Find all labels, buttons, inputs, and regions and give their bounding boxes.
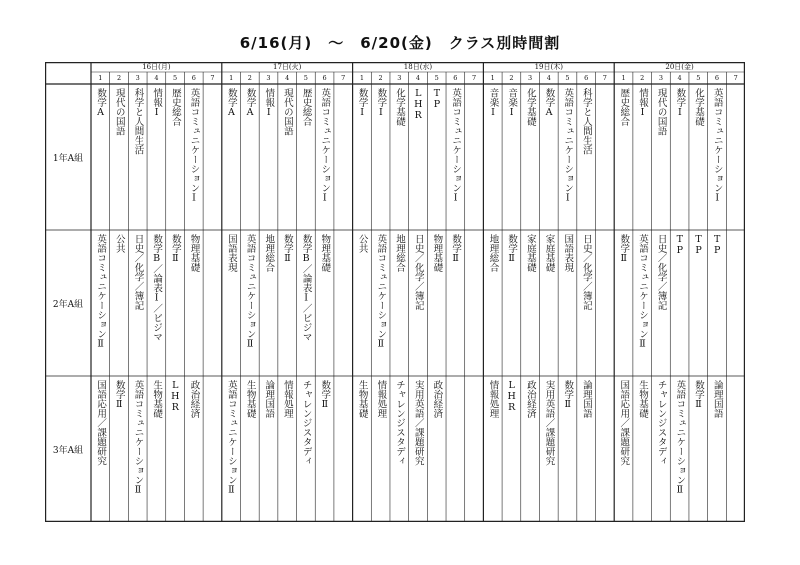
subject-cell xyxy=(670,230,689,376)
subject-cell-text: 実用英語／課題研究 xyxy=(412,380,424,466)
subject-cell-text: TP xyxy=(693,234,705,256)
period-number-text: 4 xyxy=(154,74,159,82)
period-number xyxy=(670,72,689,84)
day-header xyxy=(222,62,353,72)
subject-cell xyxy=(521,376,540,522)
subject-cell-text: TP xyxy=(711,234,723,256)
day-header-text: 18日(水) xyxy=(403,63,433,71)
subject-cell xyxy=(521,84,540,230)
subject-cell-text: 数学Ⅱ xyxy=(562,380,574,410)
subject-cell xyxy=(390,230,409,376)
period-number-text: 2 xyxy=(378,74,383,82)
period-number-text: 3 xyxy=(528,74,533,82)
period-number xyxy=(128,72,147,84)
subject-cell-text: 歴史総合 xyxy=(169,88,181,126)
period-number-text: 4 xyxy=(285,74,290,82)
class-label-text: 3年A組 xyxy=(52,445,84,456)
period-number xyxy=(390,72,409,84)
subject-cell xyxy=(166,376,185,522)
period-number xyxy=(147,72,166,84)
subject-cell-text: 化学基礎 xyxy=(394,88,406,126)
subject-cell xyxy=(409,84,428,230)
subject-cell-text: 数学Ⅰ xyxy=(356,88,368,118)
period-number xyxy=(315,72,334,84)
subject-cell-text: 情報Ⅰ xyxy=(151,88,163,118)
period-number-text: 4 xyxy=(677,74,682,82)
period-number xyxy=(427,72,446,84)
period-number xyxy=(409,72,428,84)
subject-cell xyxy=(614,230,633,376)
period-number-text: 1 xyxy=(229,74,234,82)
subject-cell xyxy=(297,84,316,230)
subject-cell xyxy=(240,376,259,522)
period-number xyxy=(652,72,671,84)
subject-cell xyxy=(689,376,708,522)
subject-cell xyxy=(446,84,465,230)
period-number xyxy=(502,72,521,84)
subject-cell-text: 数学Ⅱ xyxy=(113,380,125,410)
subject-cell xyxy=(409,376,428,522)
period-number-text: 3 xyxy=(397,74,402,82)
subject-cell xyxy=(128,84,147,230)
subject-cell-text: 英語コミュニケーションⅠ xyxy=(711,88,723,204)
subject-cell-text: 数学Ⅱ xyxy=(693,380,705,410)
subject-cell-text: LHR xyxy=(412,88,424,121)
subject-cell xyxy=(128,376,147,522)
subject-cell xyxy=(259,230,278,376)
subject-cell-text: 数学Ⅱ xyxy=(319,380,331,410)
subject-cell-text: 地理総合 xyxy=(263,234,275,272)
subject-cell xyxy=(446,230,465,376)
class-label-text: 1年A組 xyxy=(52,153,84,164)
subject-cell-text: 生物基礎 xyxy=(356,380,368,418)
period-number-text: 5 xyxy=(303,74,308,82)
period-number-text: 6 xyxy=(322,74,327,82)
subject-cell xyxy=(596,230,615,376)
subject-cell xyxy=(91,230,110,376)
subject-cell xyxy=(502,376,521,522)
subject-cell-text: 物理基礎 xyxy=(319,234,331,272)
subject-cell xyxy=(427,84,446,230)
subject-cell xyxy=(147,84,166,230)
subject-cell-text: 政治経済 xyxy=(524,380,536,418)
subject-cell-text: 英語コミュニケーションⅡ xyxy=(636,234,648,350)
subject-cell xyxy=(184,376,203,522)
period-number-text: 7 xyxy=(341,74,346,82)
subject-cell xyxy=(614,376,633,522)
subject-cell-text: 英語コミュニケーションⅠ xyxy=(562,88,574,204)
subject-cell xyxy=(465,84,484,230)
subject-cell xyxy=(427,230,446,376)
subject-cell-text: 国語表現 xyxy=(225,234,237,272)
subject-cell-text: 日史／化学／簿記 xyxy=(580,234,592,310)
subject-cell xyxy=(334,230,353,376)
subject-cell xyxy=(465,376,484,522)
subject-cell-text: 生物基礎 xyxy=(151,380,163,418)
subject-cell-text: 情報処理 xyxy=(375,380,387,418)
subject-cell-text: チャレンジスタディ xyxy=(300,380,312,466)
timetable xyxy=(45,62,745,522)
subject-cell-text: 英語コミュニケーションⅡ xyxy=(225,380,237,496)
subject-cell xyxy=(110,376,129,522)
period-number xyxy=(240,72,259,84)
subject-cell xyxy=(708,84,727,230)
period-number-text: 2 xyxy=(640,74,645,82)
subject-cell-text: 家庭基礎 xyxy=(524,234,536,272)
subject-cell xyxy=(278,230,297,376)
subject-cell-text: 数学Ⅰ xyxy=(375,88,387,118)
subject-cell xyxy=(539,230,558,376)
period-number-text: 5 xyxy=(173,74,178,82)
subject-cell-text: 数学Ⅱ xyxy=(281,234,293,264)
subject-cell xyxy=(502,230,521,376)
subject-cell xyxy=(147,230,166,376)
subject-cell xyxy=(670,376,689,522)
subject-cell xyxy=(652,230,671,376)
subject-cell-text: 情報Ⅰ xyxy=(263,88,275,118)
subject-cell xyxy=(203,376,222,522)
subject-cell-text: 化学基礎 xyxy=(693,88,705,126)
subject-cell xyxy=(203,84,222,230)
subject-cell xyxy=(708,376,727,522)
subject-cell xyxy=(147,376,166,522)
subject-cell-text: 現代の国語 xyxy=(281,88,293,136)
subject-cell xyxy=(465,230,484,376)
subject-cell-text: LHR xyxy=(506,380,518,413)
subject-cell xyxy=(558,84,577,230)
subject-cell-text: 科学と人間生活 xyxy=(132,88,144,155)
period-number xyxy=(110,72,129,84)
subject-cell xyxy=(390,84,409,230)
subject-cell xyxy=(315,376,334,522)
subject-cell-text: 数学A xyxy=(225,88,237,118)
period-number-text: 5 xyxy=(565,74,570,82)
day-header xyxy=(614,62,745,72)
subject-cell-text: 音楽Ⅰ xyxy=(487,88,499,118)
period-number-text: 6 xyxy=(453,74,458,82)
subject-cell xyxy=(502,84,521,230)
subject-cell-text: 英語コミュニケーションⅡ xyxy=(95,234,107,350)
period-number-text: 2 xyxy=(116,74,122,82)
subject-cell-text: 家庭基礎 xyxy=(543,234,555,272)
period-number-text: 6 xyxy=(191,74,196,82)
subject-cell xyxy=(203,230,222,376)
period-number xyxy=(726,72,745,84)
subject-cell-text: 英語コミュニケーションⅠ xyxy=(450,88,462,204)
subject-cell-text: 公共 xyxy=(356,234,368,253)
subject-cell-text: 論理国語 xyxy=(580,380,592,418)
subject-cell-text: 日史／化学／簿記 xyxy=(412,234,424,310)
period-number xyxy=(166,72,185,84)
class-label xyxy=(45,376,91,522)
day-header xyxy=(353,62,484,72)
subject-cell xyxy=(708,230,727,376)
subject-cell xyxy=(315,230,334,376)
subject-cell xyxy=(353,84,372,230)
subject-cell xyxy=(110,230,129,376)
subject-cell-text: 地理総合 xyxy=(394,234,406,272)
subject-cell-text: 数学Ⅱ xyxy=(169,234,181,264)
day-header-text: 19日(木) xyxy=(534,63,563,71)
subject-cell-text: 数学Ⅱ xyxy=(506,234,518,264)
period-number xyxy=(371,72,390,84)
subject-cell xyxy=(577,230,596,376)
subject-cell-text: 数学Ⅰ xyxy=(674,88,686,118)
subject-cell xyxy=(371,376,390,522)
subject-cell xyxy=(110,84,129,230)
period-number-text: 6 xyxy=(584,74,589,82)
subject-cell-text: 数学A xyxy=(244,88,256,118)
subject-cell-text: 物理基礎 xyxy=(188,234,200,272)
period-number xyxy=(465,72,484,84)
subject-cell xyxy=(166,230,185,376)
period-number xyxy=(539,72,558,84)
subject-cell xyxy=(240,84,259,230)
subject-cell-text: TP xyxy=(431,88,443,110)
subject-cell-text: 数学Ⅱ xyxy=(450,234,462,264)
subject-cell xyxy=(184,84,203,230)
subject-cell-text: 情報処理 xyxy=(281,380,293,418)
period-number-text: 2 xyxy=(247,74,252,82)
period-number xyxy=(521,72,540,84)
subject-cell xyxy=(633,230,652,376)
period-number xyxy=(446,72,465,84)
period-number-text: 7 xyxy=(733,74,738,82)
period-number xyxy=(708,72,727,84)
subject-cell-text: 現代の国語 xyxy=(655,88,667,136)
subject-cell-text: 政治経済 xyxy=(431,380,443,418)
subject-cell-text: 論理国語 xyxy=(263,380,275,418)
subject-cell xyxy=(483,376,502,522)
subject-cell-text: 歴史総合 xyxy=(300,88,312,126)
period-number xyxy=(278,72,297,84)
class-label xyxy=(45,84,91,230)
subject-cell xyxy=(353,230,372,376)
period-number xyxy=(91,72,110,84)
period-number xyxy=(222,72,241,84)
period-number-text: 7 xyxy=(210,74,215,82)
subject-cell-text: 数学B／論表Ⅰ／ビジマ xyxy=(151,234,163,342)
period-number-text: 4 xyxy=(546,74,551,82)
subject-cell-text: チャレンジスタディ xyxy=(394,380,406,466)
subject-cell xyxy=(633,84,652,230)
subject-cell xyxy=(390,376,409,522)
subject-cell xyxy=(334,84,353,230)
period-number-text: 3 xyxy=(266,74,271,82)
subject-cell xyxy=(558,376,577,522)
period-number-text: 1 xyxy=(98,74,103,82)
subject-cell xyxy=(670,84,689,230)
subject-cell xyxy=(184,230,203,376)
subject-cell-text: TP xyxy=(674,234,686,256)
subject-cell-text: 日史／化学／簿記 xyxy=(132,234,144,310)
period-number xyxy=(558,72,577,84)
period-number-text: 3 xyxy=(135,74,140,82)
subject-cell xyxy=(297,230,316,376)
subject-cell-text: 英語コミュニケーションⅡ xyxy=(375,234,387,350)
subject-cell-text: 国語表現 xyxy=(562,234,574,272)
subject-cell xyxy=(278,84,297,230)
subject-cell xyxy=(633,376,652,522)
subject-cell xyxy=(222,230,241,376)
subject-cell-text: 国語応用／課題研究 xyxy=(618,380,630,466)
subject-cell xyxy=(577,84,596,230)
period-number xyxy=(184,72,203,84)
subject-cell-text: 英語コミュニケーションⅠ xyxy=(188,88,200,204)
period-number-text: 1 xyxy=(359,74,364,82)
subject-cell-text: 英語コミュニケーションⅠ xyxy=(319,88,331,204)
subject-cell xyxy=(614,84,633,230)
subject-cell xyxy=(297,376,316,522)
subject-cell xyxy=(91,376,110,522)
subject-cell xyxy=(726,230,745,376)
subject-cell xyxy=(278,376,297,522)
subject-cell-text: 科学と人間生活 xyxy=(580,88,592,155)
subject-cell xyxy=(596,376,615,522)
subject-cell-text: 政治経済 xyxy=(188,380,200,418)
period-number-text: 5 xyxy=(434,74,439,82)
period-number xyxy=(483,72,502,84)
period-number-text: 7 xyxy=(602,74,607,82)
subject-cell xyxy=(371,84,390,230)
period-number-text: 3 xyxy=(658,74,663,82)
day-header-text: 17日(火) xyxy=(273,63,302,71)
subject-cell xyxy=(91,84,110,230)
period-number-text: 1 xyxy=(621,74,626,82)
subject-cell xyxy=(689,84,708,230)
period-number xyxy=(633,72,652,84)
period-number xyxy=(689,72,708,84)
period-number xyxy=(577,72,596,84)
period-number xyxy=(334,72,353,84)
subject-cell xyxy=(353,376,372,522)
subject-cell-text: 実用英語／課題研究 xyxy=(543,380,555,466)
subject-cell-text: 地理総合 xyxy=(487,234,499,272)
subject-cell xyxy=(334,376,353,522)
subject-cell-text: 英語コミュニケーションⅡ xyxy=(132,380,144,496)
subject-cell-text: 数学A xyxy=(543,88,555,118)
subject-cell xyxy=(483,230,502,376)
subject-cell xyxy=(652,84,671,230)
subject-cell xyxy=(521,230,540,376)
subject-cell xyxy=(315,84,334,230)
subject-cell xyxy=(596,84,615,230)
subject-cell xyxy=(240,230,259,376)
subject-cell xyxy=(446,376,465,522)
subject-cell xyxy=(371,230,390,376)
period-number-text: 5 xyxy=(696,74,701,82)
subject-cell-text: 日史／化学／簿記 xyxy=(655,234,667,310)
subject-cell xyxy=(166,84,185,230)
period-number-text: 2 xyxy=(509,74,514,82)
subject-cell-text: 歴史総合 xyxy=(618,88,630,126)
subject-cell xyxy=(726,376,745,522)
subject-cell-text: 音楽Ⅰ xyxy=(506,88,518,118)
subject-cell xyxy=(259,376,278,522)
subject-cell-text: 国語応用／課題研究 xyxy=(95,380,107,466)
period-number xyxy=(203,72,222,84)
subject-cell-text: 数学Ⅱ xyxy=(618,234,630,264)
subject-cell-text: チャレンジスタディ xyxy=(655,380,667,466)
subject-cell-text: 数学B／論表Ⅰ／ビジマ xyxy=(300,234,312,342)
subject-cell xyxy=(259,84,278,230)
subject-cell xyxy=(483,84,502,230)
subject-cell-text: 英語コミュニケーションⅡ xyxy=(674,380,686,496)
subject-cell xyxy=(726,84,745,230)
period-number-text: 1 xyxy=(490,74,495,82)
class-label xyxy=(45,230,91,376)
subject-cell-text: 英語コミュニケーションⅡ xyxy=(244,234,256,350)
page-title: 6/16(月) ～ 6/20(金) クラス別時間割 xyxy=(239,34,561,52)
subject-cell-text: LHR xyxy=(169,380,181,413)
day-header-text: 16日(月) xyxy=(142,63,171,71)
subject-cell xyxy=(558,230,577,376)
subject-cell xyxy=(539,376,558,522)
subject-cell-text: 情報Ⅰ xyxy=(636,88,648,118)
subject-cell-text: 現代の国語 xyxy=(113,88,125,136)
subject-cell xyxy=(128,230,147,376)
subject-cell-text: 化学基礎 xyxy=(524,88,536,126)
day-header-text: 20日(金) xyxy=(665,63,694,71)
period-number-text: 6 xyxy=(714,74,720,82)
period-number xyxy=(614,72,633,84)
subject-cell xyxy=(539,84,558,230)
subject-cell xyxy=(652,376,671,522)
subject-cell-text: 論理国語 xyxy=(711,380,723,418)
subject-cell xyxy=(222,376,241,522)
period-number xyxy=(596,72,615,84)
subject-cell xyxy=(427,376,446,522)
class-label-text: 2年A組 xyxy=(52,299,84,310)
period-number xyxy=(353,72,372,84)
period-number-text: 4 xyxy=(415,74,421,82)
subject-cell xyxy=(222,84,241,230)
subject-cell xyxy=(409,230,428,376)
subject-cell-text: 情報処理 xyxy=(487,380,499,418)
day-header xyxy=(483,62,614,72)
subject-cell-text: 公共 xyxy=(113,234,125,253)
subject-cell xyxy=(577,376,596,522)
subject-cell-text: 生物基礎 xyxy=(636,380,648,418)
period-number xyxy=(259,72,278,84)
subject-cell-text: 物理基礎 xyxy=(431,234,443,272)
subject-cell-text: 数学A xyxy=(95,88,107,118)
period-number-text: 7 xyxy=(471,74,477,82)
period-number xyxy=(297,72,316,84)
subject-cell-text: 生物基礎 xyxy=(244,380,256,418)
day-header xyxy=(91,62,222,72)
subject-cell xyxy=(689,230,708,376)
